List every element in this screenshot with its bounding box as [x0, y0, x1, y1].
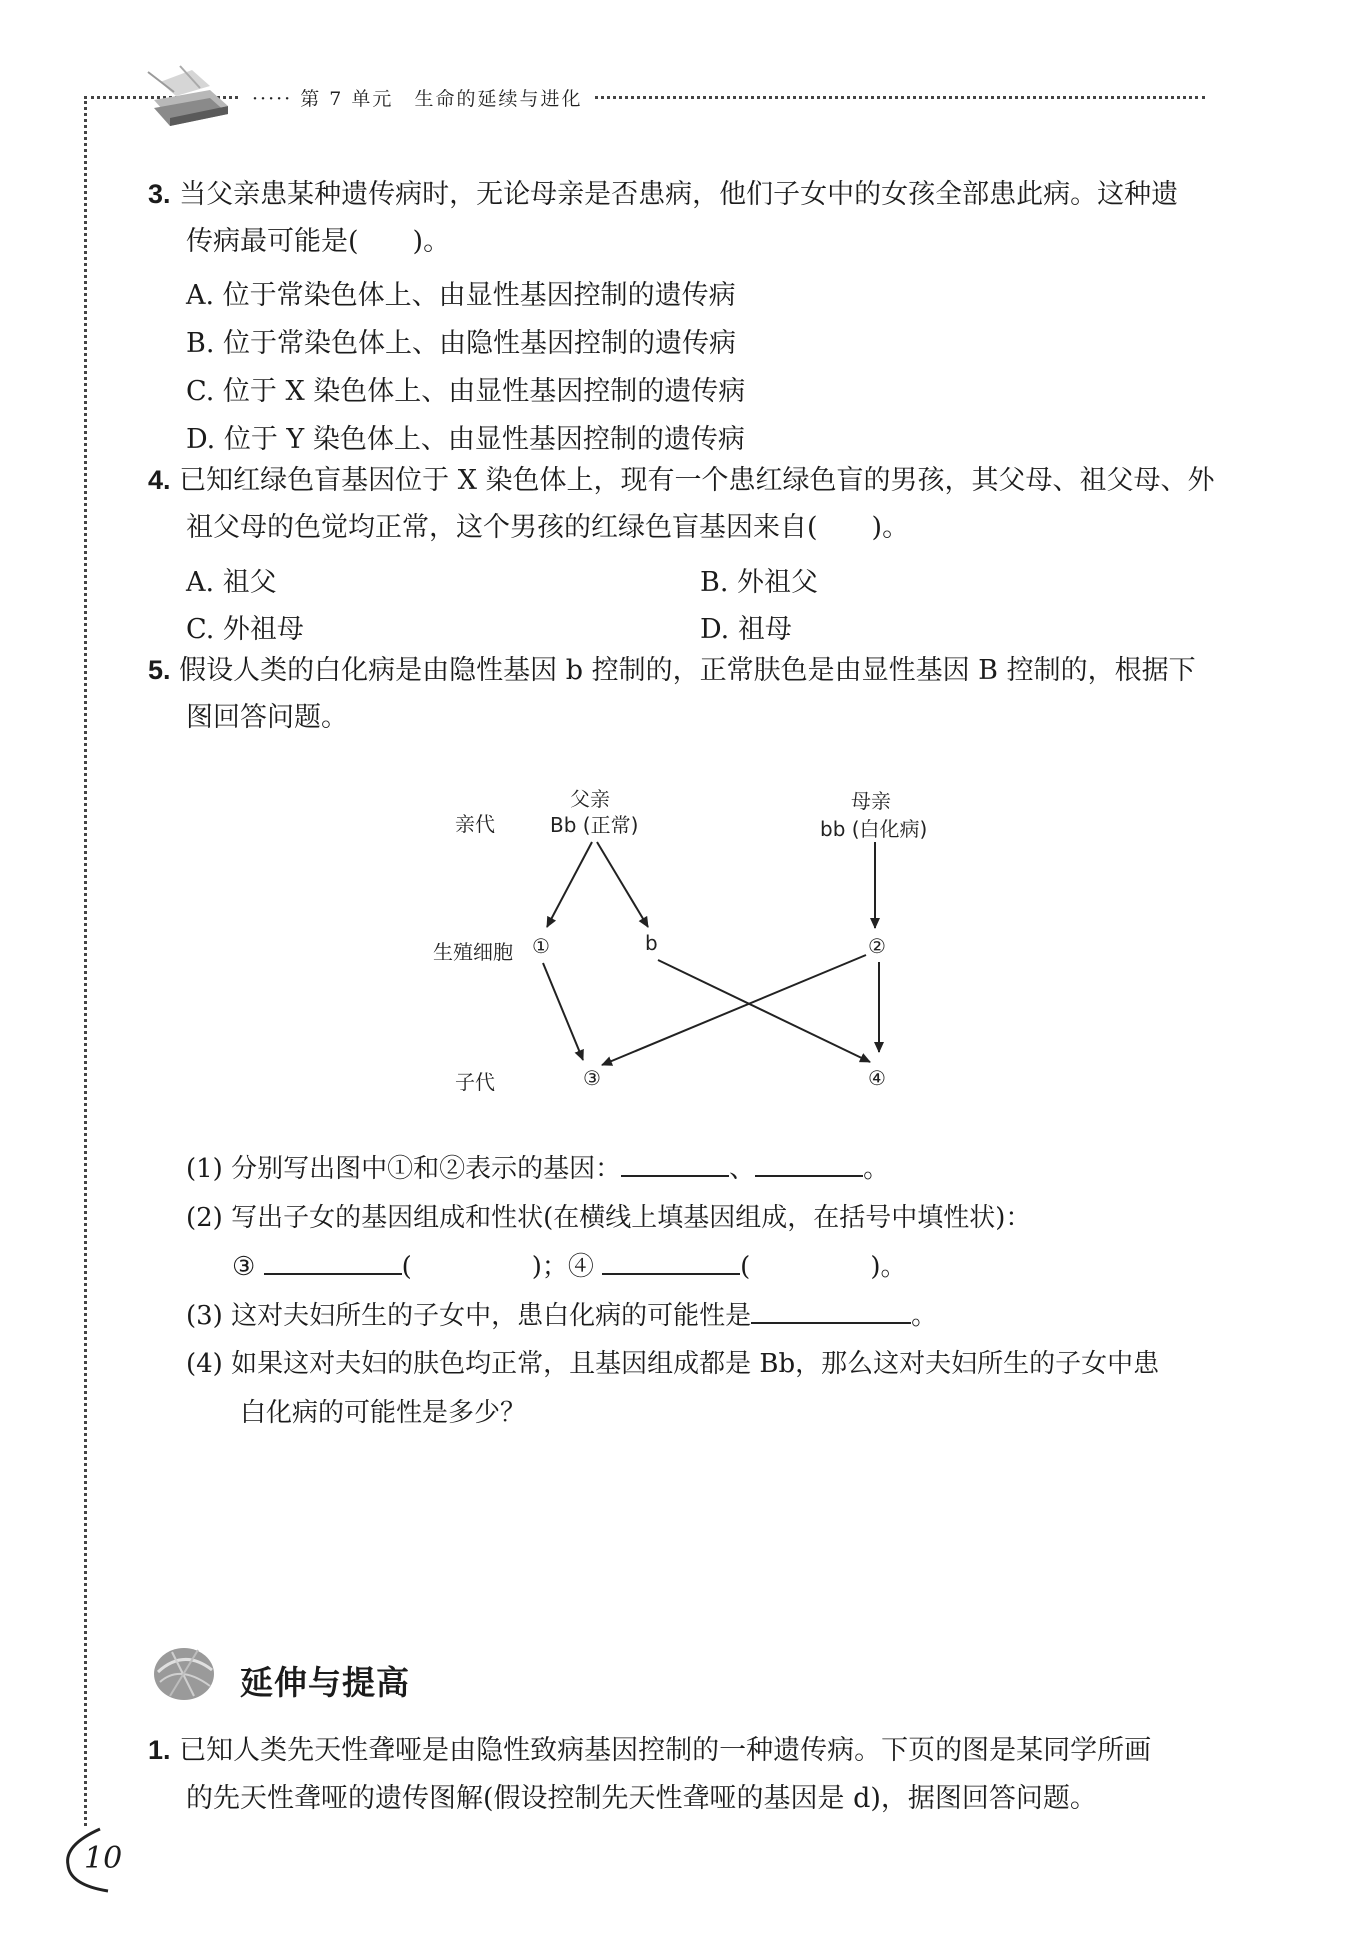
question-5-line-2: 图回答问题。	[186, 702, 348, 733]
answer-blank-probability[interactable]	[751, 1300, 911, 1324]
q4-option-b: B. 外祖父	[700, 567, 819, 598]
question-text: 当父亲患某种遗传病时，无论母亲是否患病，他们子女中的女孩全部患此病。这种遗	[179, 179, 1179, 210]
q3-option-d: D. 位于 Y 染色体上、由显性基因控制的遗传病	[186, 424, 745, 455]
q4-option-a: A. 祖父	[186, 567, 277, 598]
row-label-children: 子代	[455, 1070, 495, 1094]
subquestion-3	[186, 1295, 937, 1332]
child-3: ③	[583, 1066, 601, 1090]
q4-option-c: C. 外祖母	[186, 614, 304, 645]
period: 。	[863, 1154, 890, 1184]
question-text: 已知红绿色盲基因位于 X 染色体上，现有一个患红绿色盲的男孩，其父母、祖父母、外	[179, 465, 1215, 496]
subquestion-1	[186, 1148, 889, 1185]
arrow-gamete-b-to-child-4	[658, 960, 870, 1062]
header-dots: ·····	[252, 88, 301, 110]
child-4: ④	[868, 1066, 886, 1090]
subquestion-4-line-2: 白化病的可能性是多少？	[240, 1398, 527, 1428]
subquestion-4-line-1: (4) 如果这对夫妇的肤色均正常，且基因组成都是 Bb，那么这对夫妇所生的子女中患	[186, 1349, 1160, 1379]
gamete-1: ①	[532, 934, 550, 958]
question-number: 4.	[148, 465, 171, 495]
subquestion-2-answers	[232, 1246, 906, 1283]
row-label-gametes: 生殖细胞	[433, 940, 513, 964]
question-4-line-2: 祖父母的色觉均正常，这个男孩的红绿色盲基因来自( )。	[186, 512, 910, 543]
father-label: 父亲	[570, 787, 610, 811]
paren-close-and-child-4-ref: )；④	[531, 1252, 594, 1282]
q3-option-a: A. 位于常染色体上、由显性基因控制的遗传病	[186, 280, 736, 311]
answer-blank-genotype-3[interactable]	[264, 1251, 402, 1275]
separator: 、	[729, 1154, 756, 1184]
gamete-2: ②	[868, 934, 886, 958]
arrow-gamete-1-to-child-3	[543, 963, 583, 1060]
period: 。	[911, 1301, 938, 1331]
arrow-father-to-gamete-b	[597, 842, 648, 927]
q3-option-c: C. 位于 X 染色体上、由显性基因控制的遗传病	[186, 376, 746, 407]
paren-close: )。	[870, 1252, 907, 1282]
subquestion-text: (1) 分别写出图中①和②表示的基因：	[186, 1154, 622, 1184]
question-number: 3.	[148, 179, 171, 209]
section-globe-icon	[150, 1638, 222, 1704]
q4-option-d: D. 祖母	[700, 614, 792, 645]
section-title: 延伸与提高	[240, 1663, 410, 1702]
answer-blank-1[interactable]	[621, 1153, 729, 1177]
extension-question-1-line-1	[148, 1726, 1151, 1775]
paren-open: (	[401, 1252, 412, 1282]
mother-genotype: bb (白化病)	[820, 817, 928, 841]
unit-label: 第 7 单元	[300, 88, 394, 110]
question-text: 已知人类先天性聋哑是由隐性致病基因控制的一种遗传病。下页的图是某同学所画	[179, 1735, 1152, 1766]
question-number: 1.	[148, 1735, 171, 1765]
unit-title: 生命的延续与进化	[414, 88, 583, 110]
subquestion-2: (2) 写出子女的基因组成和性状(在横线上填基因组成，在括号中填性状)：	[186, 1203, 1032, 1233]
question-number: 5.	[148, 655, 171, 685]
gamete-b: b	[645, 931, 658, 955]
arrow-gamete-2-to-child-3	[602, 955, 866, 1065]
extension-question-1-line-2: 的先天性聋哑的遗传图解(假设控制先天性聋哑的基因是 d)，据图回答问题。	[186, 1783, 1097, 1814]
arrow-father-to-gamete-1	[547, 842, 592, 927]
question-text: 假设人类的白化病是由隐性基因 b 控制的，正常肤色是由显性基因 B 控制的，根据下	[179, 655, 1196, 686]
question-3-line-2: 传病最可能是( )。	[186, 226, 451, 257]
child-3-ref: ③	[232, 1252, 256, 1282]
father-genotype: Bb (正常)	[550, 813, 639, 837]
paren-open: (	[740, 1252, 751, 1282]
q3-option-b: B. 位于常染色体上、由隐性基因控制的遗传病	[186, 328, 737, 359]
answer-blank-genotype-4[interactable]	[602, 1251, 740, 1275]
page-number: 10	[84, 1841, 123, 1876]
subquestion-text: (3) 这对夫妇所生的子女中，患白化病的可能性是	[186, 1301, 752, 1331]
mother-label: 母亲	[851, 789, 891, 813]
row-label-parents: 亲代	[455, 812, 495, 836]
answer-blank-2[interactable]	[755, 1153, 863, 1177]
page-number-badge	[60, 1825, 123, 1895]
